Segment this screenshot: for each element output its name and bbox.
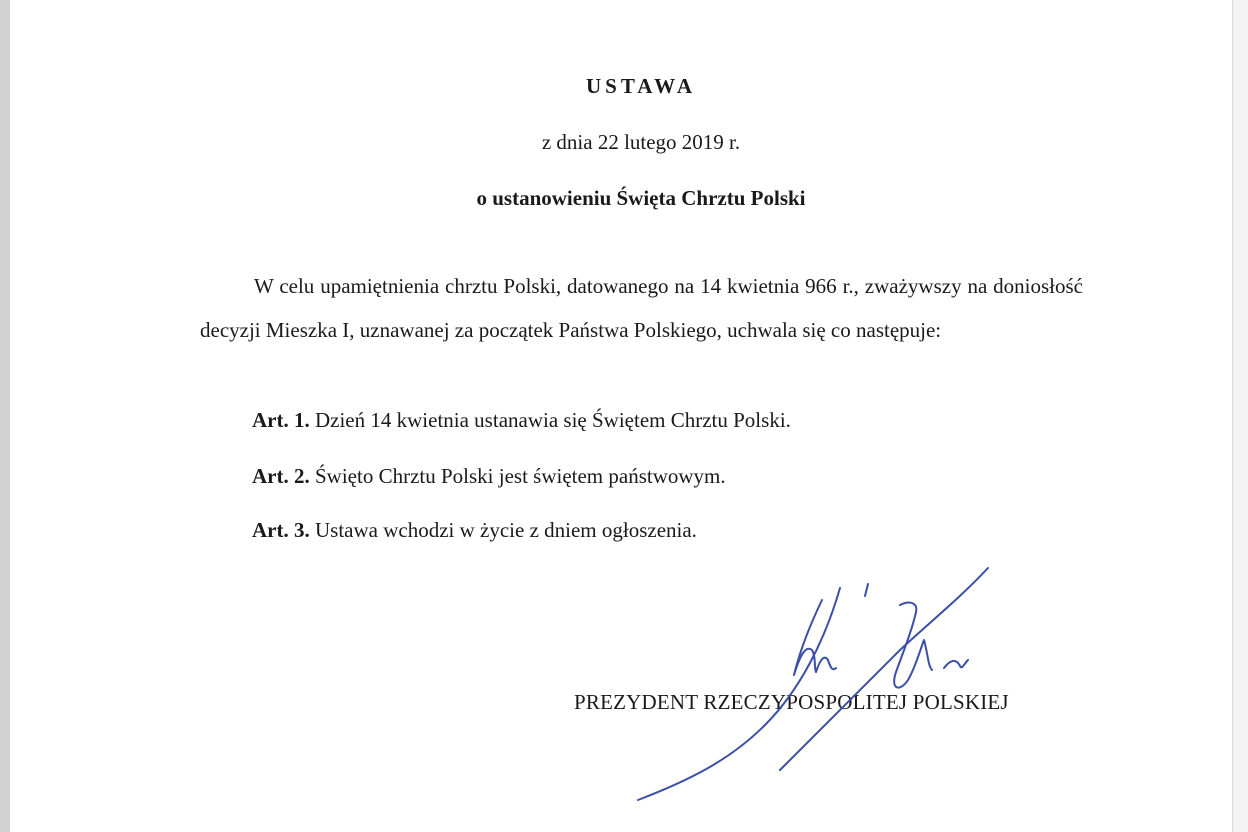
article-3-number: Art. 3. (252, 518, 310, 542)
article-1 (252, 408, 791, 433)
scan-right-border (1232, 0, 1248, 832)
article-2-number: Art. 2. (252, 464, 310, 488)
signature-stroke-tail (944, 660, 968, 668)
document-subject: o ustanowieniu Święta Chrztu Polski (476, 186, 806, 210)
article-1-text: Dzień 14 kwietnia ustanawia się Świętem Chrztu Polski. (314, 408, 791, 432)
document-title: USTAWA (586, 74, 696, 98)
article-2 (252, 464, 726, 489)
article-2-text: Święto Chrztu Polski jest świętem państwowym. (314, 464, 726, 488)
article-1-number: Art. 1. (252, 408, 310, 432)
signatory-title: PREZYDENT RZECZYPOSPOLITEJ POLSKIEJ (574, 690, 1009, 714)
scan-left-border (0, 0, 10, 832)
signature-stroke-second (894, 603, 932, 688)
signature-stroke-dot (865, 584, 868, 596)
signature-stroke-flourish (780, 568, 988, 770)
article-3 (252, 518, 697, 543)
signature-stroke-initial (794, 600, 836, 675)
document-date: z dnia 22 lutego 2019 r. (541, 130, 741, 154)
document-page (10, 0, 1232, 832)
article-3-text: Ustawa wchodzi w życie z dniem ogłoszenia. (314, 518, 697, 542)
preamble-paragraph: W celu upamiętnienia chrztu Polski, datowanego na 14 kwietnia 966 r., zważywszy na doniosłość decyzji Mieszka I, uznawanej za początek Państwa Polskiego, uchwala się co następuje: (200, 274, 1083, 342)
